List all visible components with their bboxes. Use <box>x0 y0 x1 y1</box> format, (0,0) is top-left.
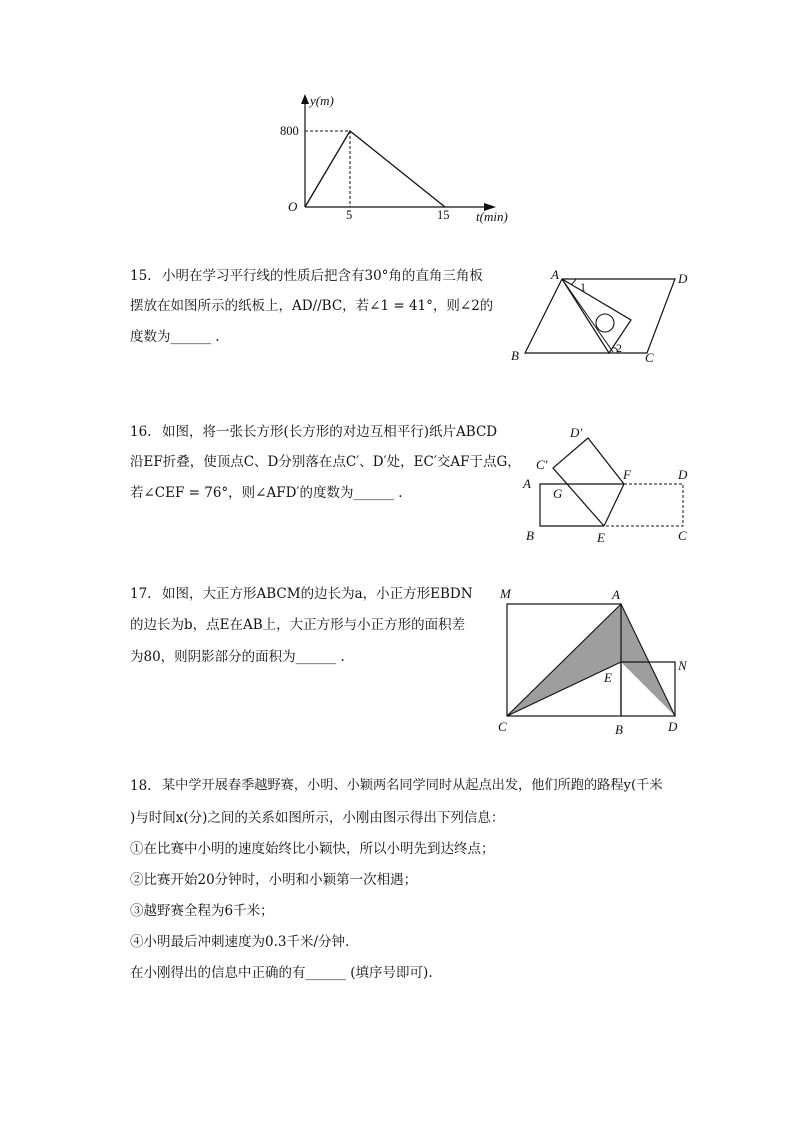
y-tick-800: 800 <box>280 124 299 138</box>
q16-label-Dp: D′ <box>570 425 583 440</box>
x-axis-label: t(min) <box>476 209 508 224</box>
q17-figure <box>495 585 700 740</box>
origin-label: O <box>288 199 298 214</box>
q16-label-B: B <box>526 528 534 543</box>
q16-label-D: D <box>678 467 688 482</box>
q17-label-N: N <box>678 658 687 673</box>
q18-item3: ③越野赛全程为6千米； <box>130 903 274 919</box>
q16-line2: 沿EF折叠，使顶点C、D分别落在点C′、D′处，EC′交AF于点G， <box>130 454 521 470</box>
q15-figure <box>505 265 705 370</box>
q16-line1: 如图，将一张长方形(长方形的对边互相平行)纸片ABCD <box>162 424 498 440</box>
q17-label-B: B <box>615 722 623 737</box>
distance-time-graph <box>270 88 530 233</box>
q17-number: 17. <box>130 586 152 602</box>
q18-line1: 某中学开展春季越野赛，小明、小颖两名同学同时从起点出发，他们所跑的路程y(千米 <box>162 778 663 793</box>
q18-number: 18. <box>130 778 152 794</box>
q17-label-A: A <box>612 587 620 602</box>
q15-label-C: C <box>645 350 654 365</box>
q15-line2: 摆放在如图所示的纸板上，AD//BC，若∠1 = 41°，则∠2的 <box>130 298 494 314</box>
q17-line3: 为80，则阴影部分的面积为______ . <box>130 649 345 665</box>
q16-label-G: G <box>553 486 563 501</box>
q16-label-C: C <box>678 528 687 543</box>
q15-line3: 度数为______ . <box>130 329 220 345</box>
q15-line1: 小明在学习平行线的性质后把含有30°角的直角三角板 <box>162 268 483 284</box>
q17-label-M: M <box>500 586 511 601</box>
q16-label-E: E <box>597 530 605 545</box>
x-tick-5: 5 <box>346 208 353 222</box>
q18-line-end: 在小刚得出的信息中正确的有______ (填序号即可). <box>130 965 433 981</box>
q16-figure <box>518 420 698 548</box>
q18-line2: )与时间x(分)之间的关系如图所示，小刚由图示得出下列信息： <box>130 810 505 826</box>
q15-label-B: B <box>511 348 519 363</box>
q17-label-C: C <box>498 719 507 734</box>
q15-label-A: A <box>551 267 559 282</box>
q16-number: 16. <box>130 424 152 440</box>
q18-item4: ④小明最后冲刺速度为0.3千米/分钟. <box>130 934 350 950</box>
q18-item1: ①在比赛中小明的速度始终比小颖快，所以小明先到达终点； <box>130 841 495 857</box>
q15-angle-2: 2 <box>616 341 622 355</box>
x-tick-15: 15 <box>437 208 450 222</box>
y-axis-label: y(m) <box>310 93 334 108</box>
q15-number: 15. <box>130 268 152 284</box>
q16-line3: 若∠CEF = 76°，则∠AFD′的度数为______ . <box>130 485 403 501</box>
q15-angle-1: 1 <box>580 280 586 294</box>
q17-line2: 的边长为b，点E在AB上，大正方形与小正方形的面积差 <box>130 617 466 633</box>
q16-label-A: A <box>523 476 531 491</box>
q17-line1: 如图，大正方形ABCM的边长为a，小正方形EBDN <box>162 586 473 602</box>
q15-label-D: D <box>678 271 688 286</box>
q18-item2: ②比赛开始20分钟时，小明和小颖第一次相遇； <box>130 872 418 888</box>
q16-label-F: F <box>623 467 631 482</box>
q17-label-D: D <box>668 719 678 734</box>
q17-label-E: E <box>604 670 612 685</box>
q16-label-Cp: C′ <box>536 457 548 472</box>
